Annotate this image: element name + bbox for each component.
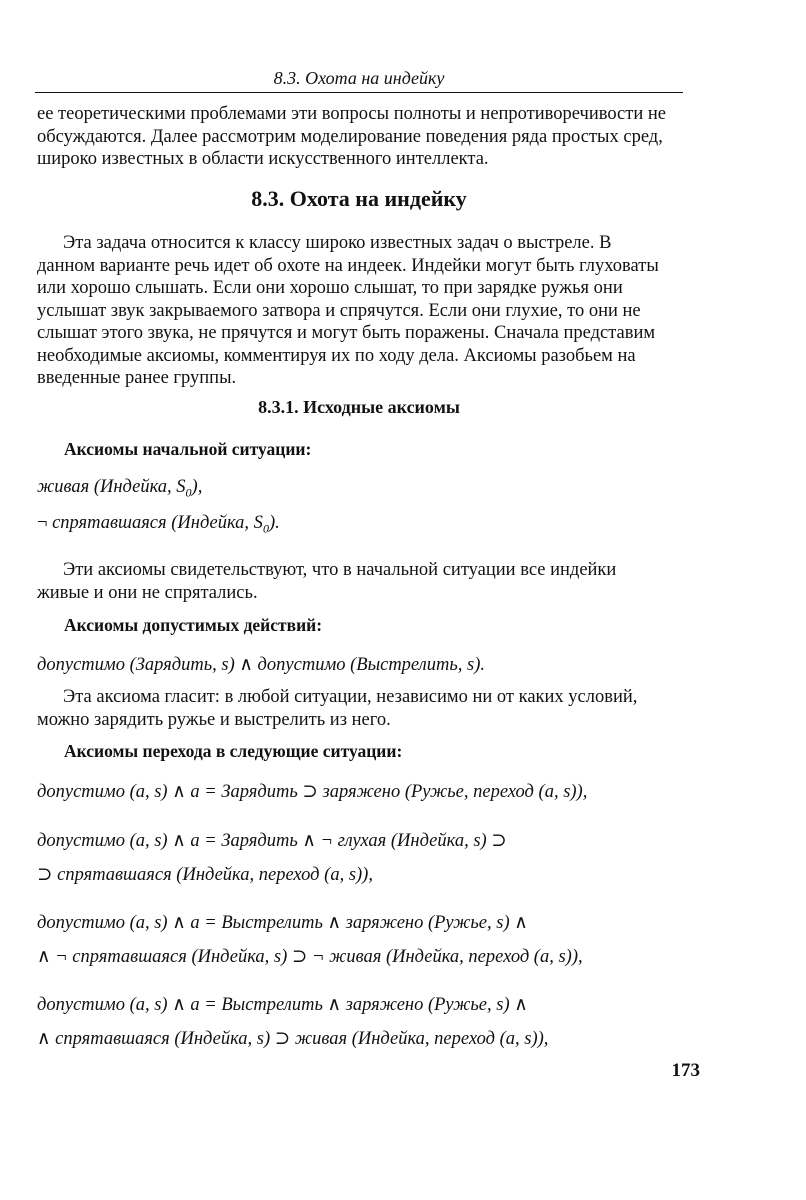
formula-subscript: 0 xyxy=(185,485,192,500)
transition-axiom-hide-line2: ⊃ спрятавшаяся (Индейка, переход (a, s)), xyxy=(37,865,373,885)
formula-text: ), xyxy=(191,477,203,497)
allowed-actions-axiom xyxy=(37,654,485,676)
transition-axiom-survive-line1: допустимо (a, s) ∧ a = Выстрелить ∧ заряжено (Ружье, s) ∧ xyxy=(37,995,528,1015)
text-line: можно зарядить ружье и выстрелить из него. xyxy=(37,709,391,730)
initial-axiom-alive xyxy=(37,476,202,504)
text-line: Эти аксиомы свидетельствуют, что в начальной ситуации все индейки xyxy=(63,560,617,580)
formula-subscript: 0 xyxy=(262,521,269,536)
text-line: живые и они не спрятались. xyxy=(37,582,258,603)
text-line: Эта аксиома гласит: в любой ситуации, независимо ни от каких условий, xyxy=(63,687,638,707)
transition-axiom-hide-line1: допустимо (a, s) ∧ a = Зарядить ∧ ¬ глухая (Индейка, s) ⊃ xyxy=(37,831,507,851)
running-head: 8.3. Охота на индейку xyxy=(273,68,445,88)
allowed-comment xyxy=(37,686,685,731)
initial-comment xyxy=(37,559,685,604)
transition-axiom-kill-line1: допустимо (a, s) ∧ a = Выстрелить ∧ заряжено (Ружье, s) ∧ xyxy=(37,913,528,933)
allowed-actions-title: Аксиомы допустимых действий: xyxy=(64,615,323,635)
subsection-title: 8.3.1. Исходные аксиомы xyxy=(258,397,460,417)
formula-text: допустимо (Зарядить, s) xyxy=(37,655,240,675)
formula-text: ). xyxy=(268,513,280,533)
transition-axioms-title: Аксиомы перехода в следующие ситуации: xyxy=(64,741,403,761)
negation-symbol: ¬ xyxy=(37,513,48,533)
text-line: услышат звук закрываемого затвора и спрячутся. Если они глухие, то они не xyxy=(37,300,641,321)
text-line: обсуждаются. Далее рассмотрим моделирование поведения ряда простых сред, xyxy=(37,126,663,147)
formula-text: живая (Индейка, S xyxy=(37,477,186,497)
text-line: слышат этого звука, не прячутся и могут быть поражены. Сначала представим xyxy=(37,323,656,343)
header-rule xyxy=(35,92,683,93)
and-symbol: ∧ xyxy=(239,655,253,675)
transition-axiom-survive-line2: ∧ спрятавшаяся (Индейка, s) ⊃ живая (Индейка, переход (a, s)), xyxy=(37,1029,549,1049)
intro-paragraph xyxy=(37,103,685,171)
section-paragraph xyxy=(37,232,685,390)
formula-text: спрятавшаяся (Индейка, S xyxy=(47,513,263,533)
section-title: 8.3. Охота на индейку xyxy=(251,186,467,211)
text-line: или хорошо слышать. Если они хорошо слышат, то при зарядке ружья они xyxy=(37,278,623,298)
text-line: введенные ранее группы. xyxy=(37,368,237,388)
transition-axiom-kill-line2: ∧ ¬ спрятавшаяся (Индейка, s) ⊃ ¬ живая (Индейка, переход (a, s)), xyxy=(37,947,583,967)
text-line: Эта задача относится к классу широко известных задач о выстреле. В xyxy=(63,233,612,253)
page-number: 173 xyxy=(671,1060,700,1081)
initial-axioms-title: Аксиомы начальной ситуации: xyxy=(64,439,312,459)
text-line: ее теоретическими проблемами эти вопросы полноты и непротиворечивости не xyxy=(37,104,666,124)
transition-axiom-load: допустимо (a, s) ∧ a = Зарядить ⊃ заряжено (Ружье, переход (a, s)), xyxy=(37,782,588,802)
text-line: данном варианте речь идет об охоте на индеек. Индейки могут быть глуховаты xyxy=(37,255,659,276)
formula-text: допустимо (Выстрелить, s). xyxy=(252,655,486,675)
initial-axiom-not-hidden xyxy=(37,512,280,540)
text-line: необходимые аксиомы, комментируя их по ходу дела. Аксиомы разобьем на xyxy=(37,345,636,366)
text-line: широко известных в области искусственного интеллекта. xyxy=(37,149,489,169)
